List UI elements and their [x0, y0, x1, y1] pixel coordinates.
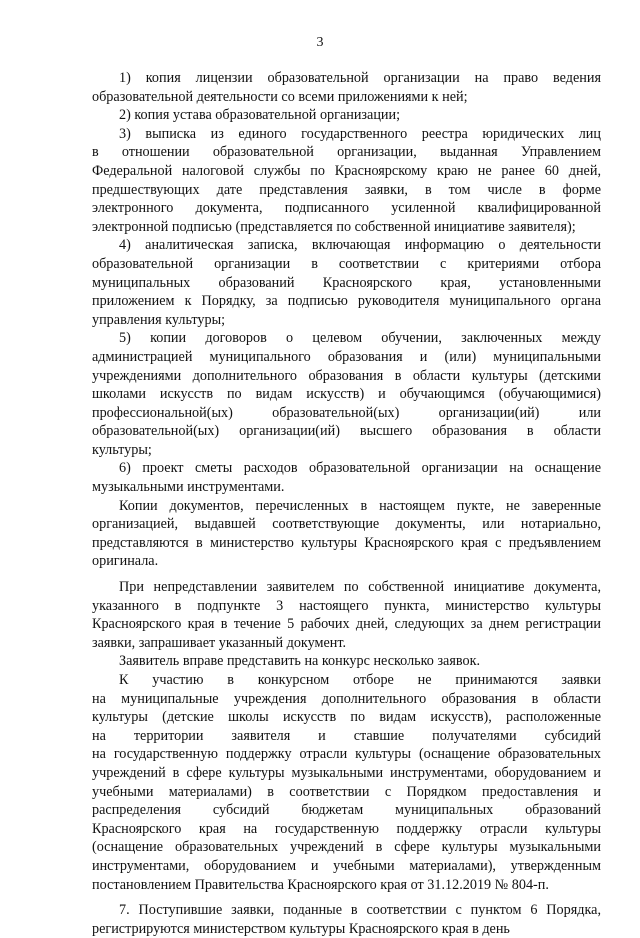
text-line: организацией, выдавшей соответствующие документы, или нотариально,	[92, 516, 601, 533]
paragraph	[92, 497, 601, 571]
text-line: культуры;	[92, 441, 152, 458]
text-line: К участию в конкурсном отборе не принимаются заявки	[119, 672, 601, 688]
text-line: распределения субсидий бюджетам муниципальных образований	[92, 802, 601, 819]
text-line: профессиональной(ых) образовательной(ых) организации(ий) или	[92, 404, 601, 421]
text-line: электронной подписью (представляется по собственной инициативе заявителя);	[92, 218, 576, 235]
text-line: управления культуры;	[92, 311, 226, 328]
text-line: электронного документа, подписанного усиленной квалифицированной	[92, 200, 601, 217]
text-line: 1) копия лицензии образовательной организации на право ведения	[119, 70, 601, 86]
text-line: культуры (детские школы искусств по видам искусств), расположенные	[92, 709, 601, 726]
paragraph	[92, 459, 601, 496]
text-line: постановлением Правительства Красноярского края от 31.12.2019 № 804-п.	[92, 876, 549, 893]
paragraph	[92, 69, 601, 106]
text-line: на муниципальные учреждения дополнительного образования в области	[92, 690, 601, 707]
paragraph	[92, 125, 601, 237]
paragraph	[92, 901, 601, 938]
text-line: на территории заявителя и ставшие получателями субсидий	[92, 727, 601, 744]
text-line: 4) аналитическая записка, включающая информацию о деятельности	[119, 237, 601, 254]
text-line: учебными материалами) в соответствии с Порядком предоставления и	[92, 783, 601, 800]
text-line: 2) копия устава образовательной организации;	[119, 107, 401, 124]
text-line: 7. Поступившие заявки, поданные в соответствии с пунктом 6 Порядка,	[119, 902, 601, 919]
text-line: учреждений в сфере культуры музыкальными инструментами, оборудованием и	[92, 764, 601, 781]
text-line: регистрируются министерством культуры Красноярского края в день	[92, 920, 510, 937]
paragraph	[92, 578, 601, 652]
text-line: муниципальных образований Красноярского края, установленными	[92, 274, 601, 291]
text-line: Федеральной налоговой службы по Красноярскому краю не ранее 60 дней,	[92, 162, 601, 179]
text-line: Заявитель вправе представить на конкурс несколько заявок.	[119, 653, 481, 670]
text-line: Красноярского края в течение 5 рабочих дней, следующих за днем регистрации	[92, 616, 601, 633]
text-line: указанного в подпункте 3 настоящего пункта, министерство культуры	[92, 597, 601, 614]
paragraph	[92, 329, 601, 459]
text-line: предшествующих дате представления заявки, в том числе в форме	[92, 181, 601, 198]
paragraph	[92, 236, 601, 329]
paragraph	[92, 652, 601, 671]
text-line: администрацией муниципального образования и (или) муниципальными	[92, 348, 601, 365]
text-line: образовательной организации в соответствии с критериями отбора	[92, 255, 601, 272]
paragraph	[92, 106, 601, 125]
text-line: 5) копии договоров о целевом обучении, заключенных между	[119, 330, 601, 347]
text-line: музыкальными инструментами.	[92, 479, 285, 496]
text-line: школами искусств по видам искусств) и обучающимся (обучающимися)	[92, 386, 601, 403]
text-line: Копии документов, перечисленных в настоящем пукте, не заверенные	[119, 497, 601, 514]
text-line: представляются в министерство культуры Красноярского края с предъявлением	[92, 534, 601, 551]
text-line: образовательной деятельности со всеми приложениями к ней;	[92, 88, 468, 105]
paragraph	[92, 671, 601, 894]
page-number: 3	[316, 35, 324, 50]
text-line: учреждениями дополнительного образования в области культуры (детскими	[92, 367, 601, 384]
text-line: в отношении образовательной организации, выданная Управлением	[92, 144, 601, 161]
text-line: образовательной(ых) организации(ий) высшего образования в области	[92, 423, 601, 440]
text-line: Красноярского края на государственную поддержку отрасли культуры	[92, 820, 601, 837]
text-line: инструментами, оборудованием и учебными материалами), утвержденным	[92, 857, 601, 874]
document-body	[92, 69, 601, 938]
text-line: 3) выписка из единого государственного реестра юридических лиц	[119, 125, 601, 142]
text-line: При непредставлении заявителем по собственной инициативе документа,	[119, 579, 601, 596]
text-line: 6) проект сметы расходов образовательной организации на оснащение	[119, 460, 601, 477]
text-line: заявки, запрашивает указанный документ.	[92, 634, 347, 651]
text-line: приложением к Порядку, за подписью руководителя муниципального органа	[92, 293, 601, 310]
text-line: оригинала.	[92, 553, 159, 570]
text-line: (оснащение образовательных учреждений в сфере культуры музыкальными	[92, 839, 601, 856]
text-line: на государственную поддержку отрасли культуры (оснащение образовательных	[92, 746, 601, 763]
